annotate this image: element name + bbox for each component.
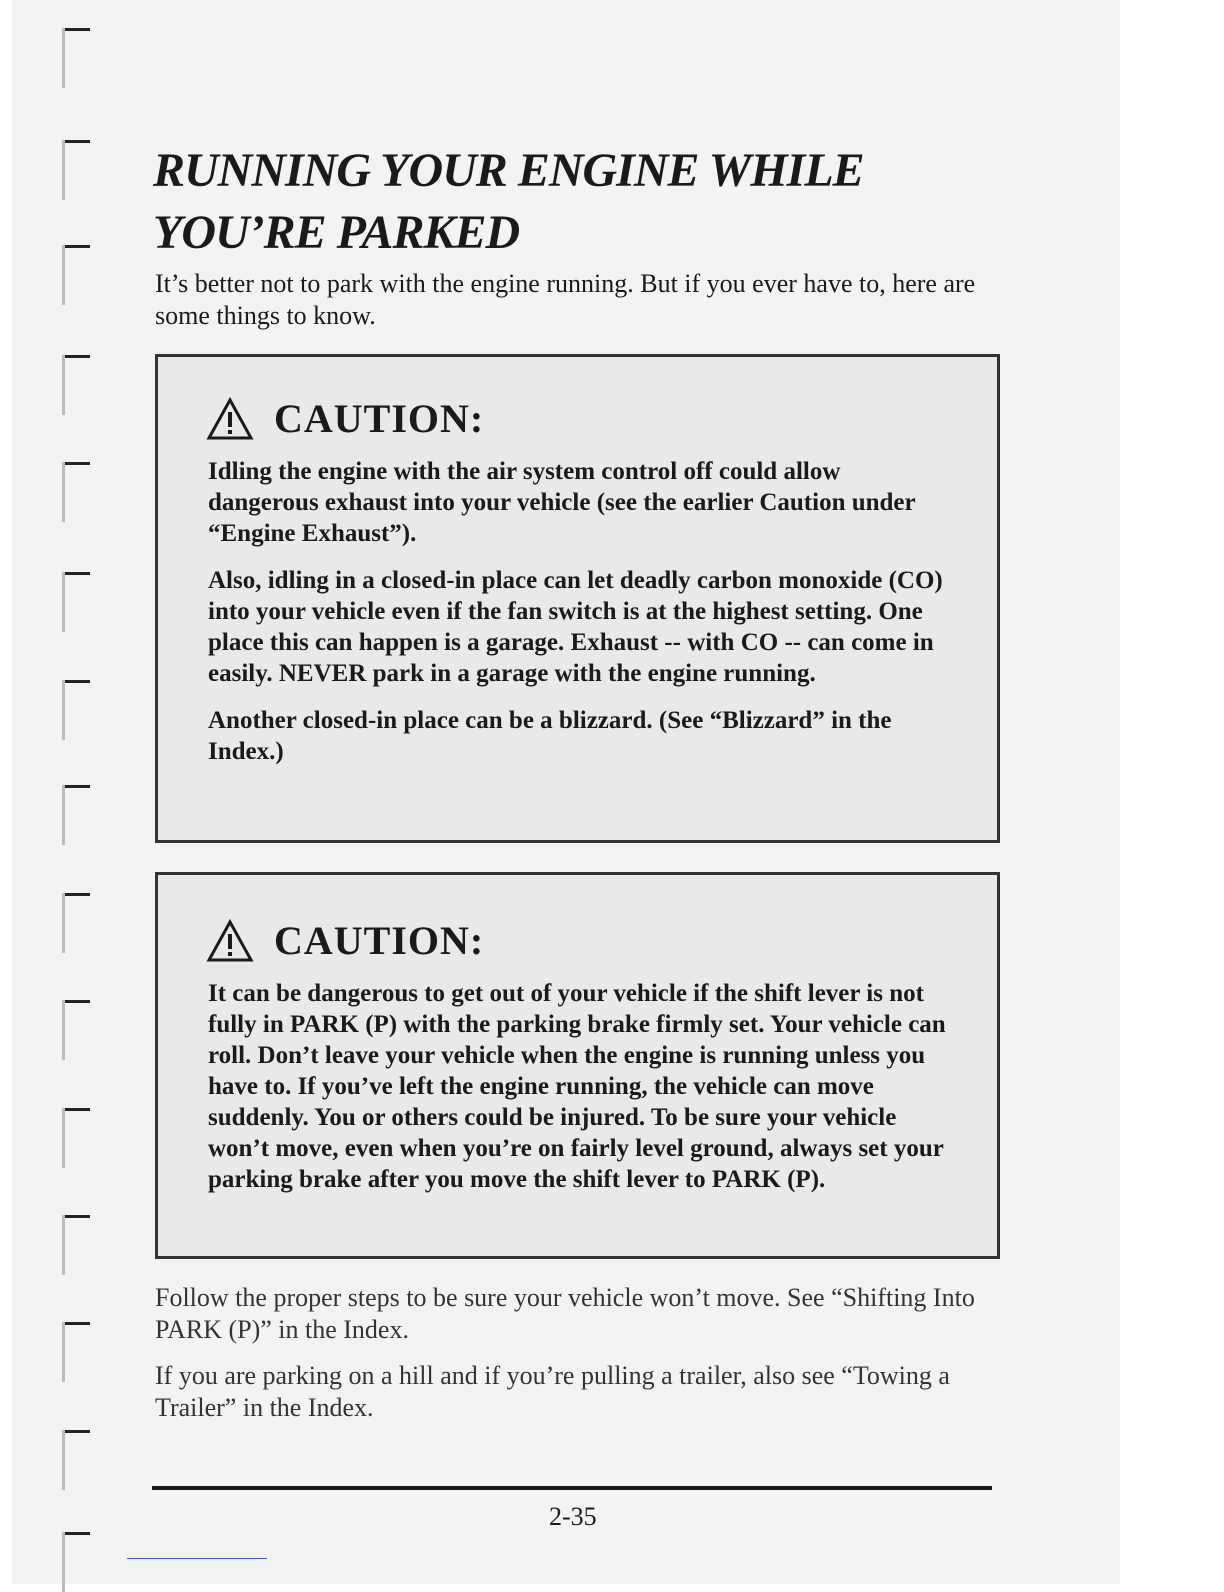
- index-tab: [60, 28, 92, 88]
- body-paragraph: Follow the proper steps to be sure your vehicle won’t move. See “Shifting Into PARK (P)” in the Index.: [155, 1283, 975, 1344]
- caution-box-shift-lever: [155, 872, 1000, 1259]
- index-tab: [60, 245, 92, 305]
- warning-triangle-icon: [206, 919, 254, 963]
- footer-rule: [152, 1486, 992, 1490]
- body-paragraph: If you are parking on a hill and if you’re pulling a trailer, also see “Towing a Trailer” in the Index.: [155, 1361, 950, 1422]
- index-tab: [60, 1000, 92, 1060]
- intro-paragraph: It’s better not to park with the engine running. But if you ever have to, here are some things to know.: [155, 269, 976, 330]
- scan-edge-line: [127, 1558, 267, 1559]
- index-tab: [60, 1532, 92, 1592]
- index-tabs: [60, 0, 100, 1584]
- page-number: 2-35: [549, 1502, 597, 1531]
- caution-paragraph: Idling the engine with the air system control off could allow dangerous exhaust into your vehicle (see the earlier Caution under “Engine Exhaust”).: [208, 458, 916, 547]
- index-tab: [60, 1215, 92, 1275]
- index-tab: [60, 462, 92, 522]
- index-tab: [60, 572, 92, 632]
- index-tab: [60, 893, 92, 953]
- caution-paragraph: It can be dangerous to get out of your vehicle if the shift lever is not fully in PARK (P) with the parking brake firmly set. Your vehicle can roll. Don’t leave your vehicle when the engine is running unless you have to. If you’ve left the engine running, the vehicle can move suddenly. You or others could be injured. To be sure your vehicle won’t move, even when you’re on fairly level ground, always set your parking brake after you move the shift lever to PARK (P).: [208, 980, 946, 1193]
- caution-heading: [206, 395, 997, 442]
- caution-heading: [206, 917, 997, 964]
- caution-label: CAUTION:: [274, 396, 485, 441]
- warning-triangle-icon: [206, 397, 254, 441]
- index-tab: [60, 355, 92, 415]
- caution-paragraph: Another closed-in place can be a blizzard. (See “Blizzard” in the Index.): [208, 707, 892, 765]
- caution-box-idling: [155, 354, 1000, 843]
- index-tab: [60, 680, 92, 740]
- index-tab: [60, 1430, 92, 1490]
- index-tab: [60, 140, 92, 200]
- caution-paragraph: Also, idling in a closed-in place can let deadly carbon monoxide (CO) into your vehicle even if the fan switch is at the highest setting. One place this can happen is a garage. Exhaust -- with CO -- can come in easily. NEVER park in a garage with the engine running.: [208, 567, 943, 687]
- caution-label: CAUTION:: [274, 918, 485, 963]
- index-tab: [60, 1108, 92, 1168]
- index-tab: [60, 785, 92, 845]
- page-title: RUNNING YOUR ENGINE WHILE YOU’RE PARKED: [153, 144, 864, 259]
- index-tab: [60, 1322, 92, 1382]
